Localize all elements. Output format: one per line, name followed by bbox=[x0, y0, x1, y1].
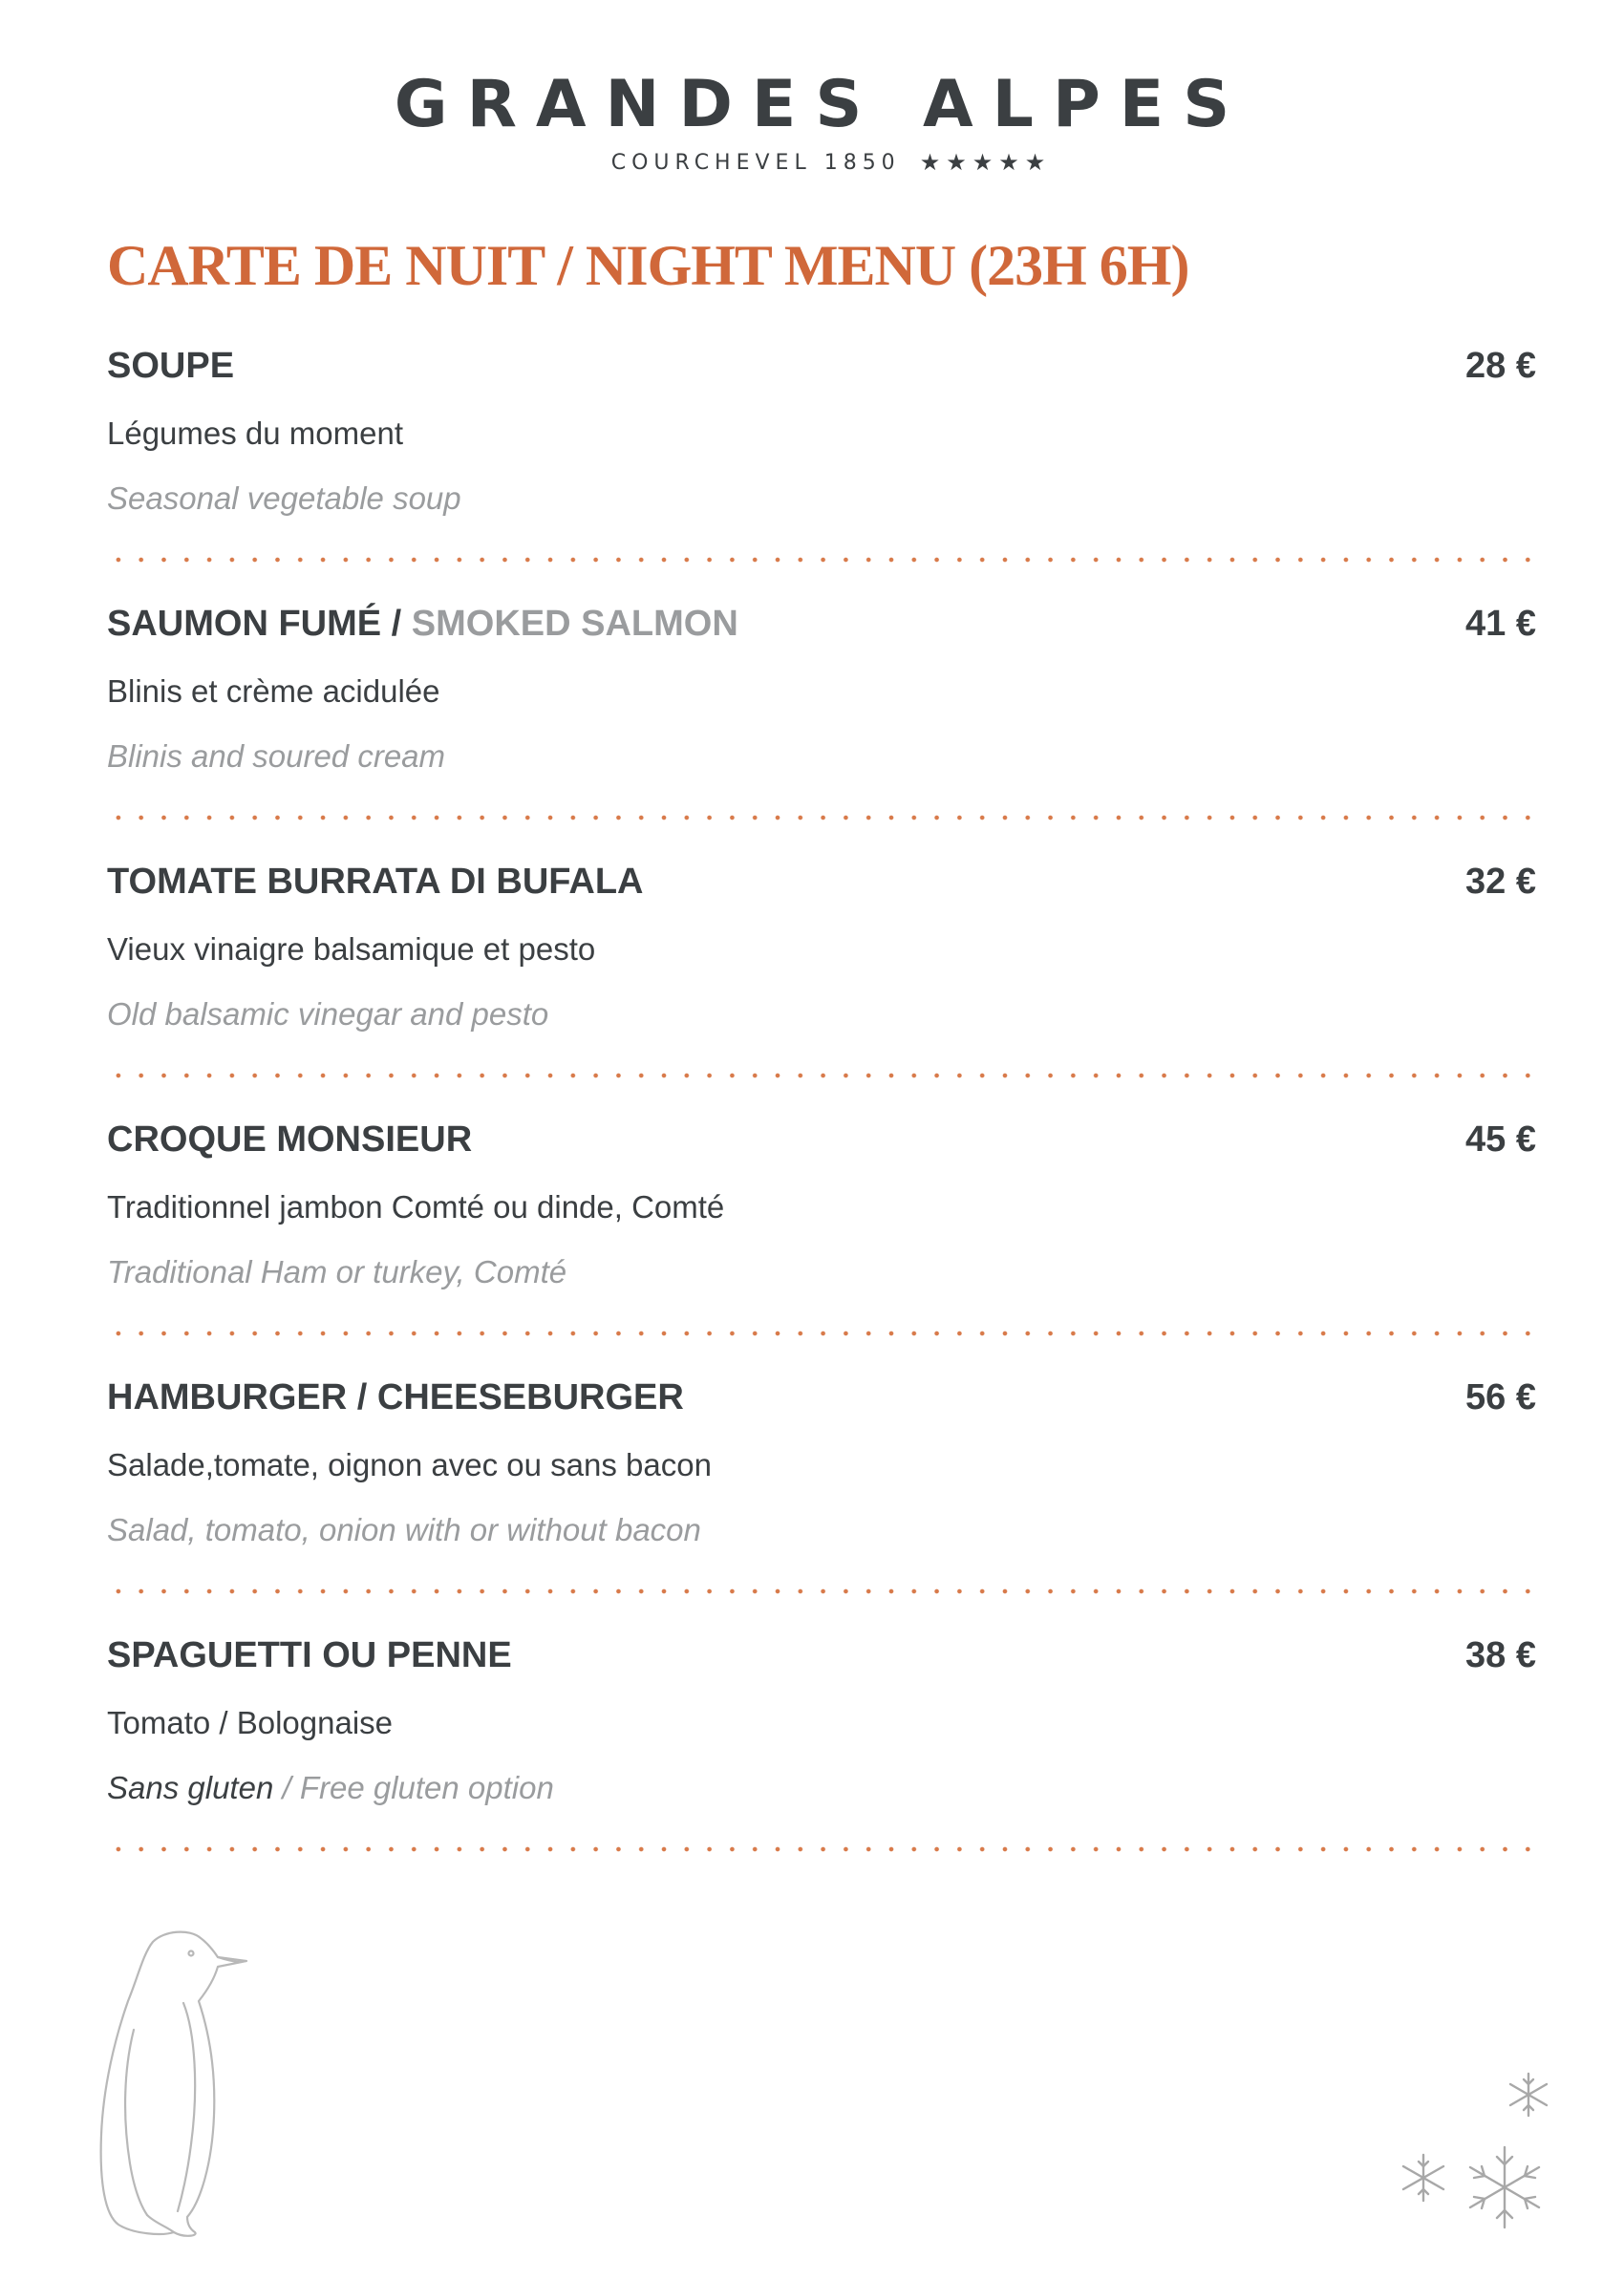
menu-title: CARTE DE NUIT / NIGHT MENU (23H 6H) bbox=[107, 234, 1189, 297]
gluten-free-label-en: Free gluten option bbox=[299, 1770, 554, 1805]
dotted-divider bbox=[107, 815, 1536, 820]
menu-item-description-fr: Traditionnel jambon Comté ou dinde, Comté bbox=[107, 1189, 725, 1225]
menu-item-name: SOUPE bbox=[107, 345, 235, 386]
menu-item bbox=[107, 339, 1536, 597]
gluten-free-label-fr: Sans gluten bbox=[107, 1770, 274, 1805]
menu-item-description-fr: Tomato / Bolognaise bbox=[107, 1705, 394, 1740]
menu-item-header bbox=[107, 855, 1536, 908]
menu-item-description-fr: Blinis et crème acidulée bbox=[107, 673, 440, 709]
brand-location: COURCHEVEL 1850 bbox=[610, 150, 901, 175]
dotted-divider bbox=[107, 1846, 1536, 1852]
menu-item-header bbox=[107, 1113, 1536, 1166]
menu-item-name: SPAGUETTI OU PENNE bbox=[107, 1634, 512, 1675]
menu-item-price: 38 € bbox=[1465, 1634, 1536, 1675]
menu-item-description-en: Salad, tomato, onion with or without bacon bbox=[107, 1512, 701, 1547]
dotted-divider bbox=[107, 557, 1536, 563]
brand-header bbox=[0, 67, 1624, 176]
star-rating: ★★★★★ bbox=[919, 149, 1052, 176]
menu-item-name: CROQUE MONSIEUR bbox=[107, 1119, 473, 1160]
menu-item-header bbox=[107, 1629, 1536, 1682]
menu-item-header bbox=[107, 339, 1536, 393]
description-separator: / bbox=[273, 1770, 300, 1805]
menu-item bbox=[107, 855, 1536, 1113]
menu-item bbox=[107, 1629, 1536, 1886]
menu-item-price: 45 € bbox=[1465, 1119, 1536, 1160]
dotted-divider bbox=[107, 1331, 1536, 1336]
dotted-divider bbox=[107, 1588, 1536, 1594]
brand-name: GRANDES ALPES bbox=[394, 67, 1250, 142]
menu-item-header bbox=[107, 597, 1536, 650]
menu-item-description-fr: Légumes du moment bbox=[107, 416, 404, 451]
name-separator: / bbox=[381, 603, 412, 644]
menu-item bbox=[107, 1371, 1536, 1629]
menu-item-header bbox=[107, 1371, 1536, 1424]
menu-item bbox=[107, 597, 1536, 855]
penguin-illustration bbox=[96, 1925, 267, 2249]
menu-item-name: SAUMON FUMÉ bbox=[107, 603, 382, 644]
menu-item-name-en: SMOKED SALMON bbox=[411, 603, 738, 644]
menu-item-price: 41 € bbox=[1465, 603, 1536, 644]
menu-item-price: 28 € bbox=[1465, 345, 1536, 386]
menu-item-description-fr: Salade,tomate, oignon avec ou sans bacon bbox=[107, 1447, 712, 1482]
menu-item-name-group bbox=[107, 604, 738, 645]
menu-item-name: HAMBURGER / CHEESEBURGER bbox=[107, 1376, 684, 1417]
snowflake-icon bbox=[1385, 2054, 1576, 2245]
menu-item-description-en: Blinis and soured cream bbox=[107, 738, 446, 774]
menu-list bbox=[107, 339, 1536, 1886]
menu-item-description-en bbox=[107, 1770, 554, 1806]
menu-item-price: 56 € bbox=[1465, 1376, 1536, 1417]
menu-item-name: TOMATE BURRATA DI BUFALA bbox=[107, 861, 644, 902]
menu-item-description-fr: Vieux vinaigre balsamique et pesto bbox=[107, 931, 596, 967]
dotted-divider bbox=[107, 1073, 1536, 1078]
brand-subtitle bbox=[611, 149, 1052, 176]
menu-item-description-en: Traditional Ham or turkey, Comté bbox=[107, 1254, 567, 1289]
menu-item-description-en: Seasonal vegetable soup bbox=[107, 480, 461, 516]
menu-item-price: 32 € bbox=[1465, 861, 1536, 902]
menu-item-description-en: Old balsamic vinegar and pesto bbox=[107, 996, 549, 1032]
menu-item bbox=[107, 1113, 1536, 1371]
